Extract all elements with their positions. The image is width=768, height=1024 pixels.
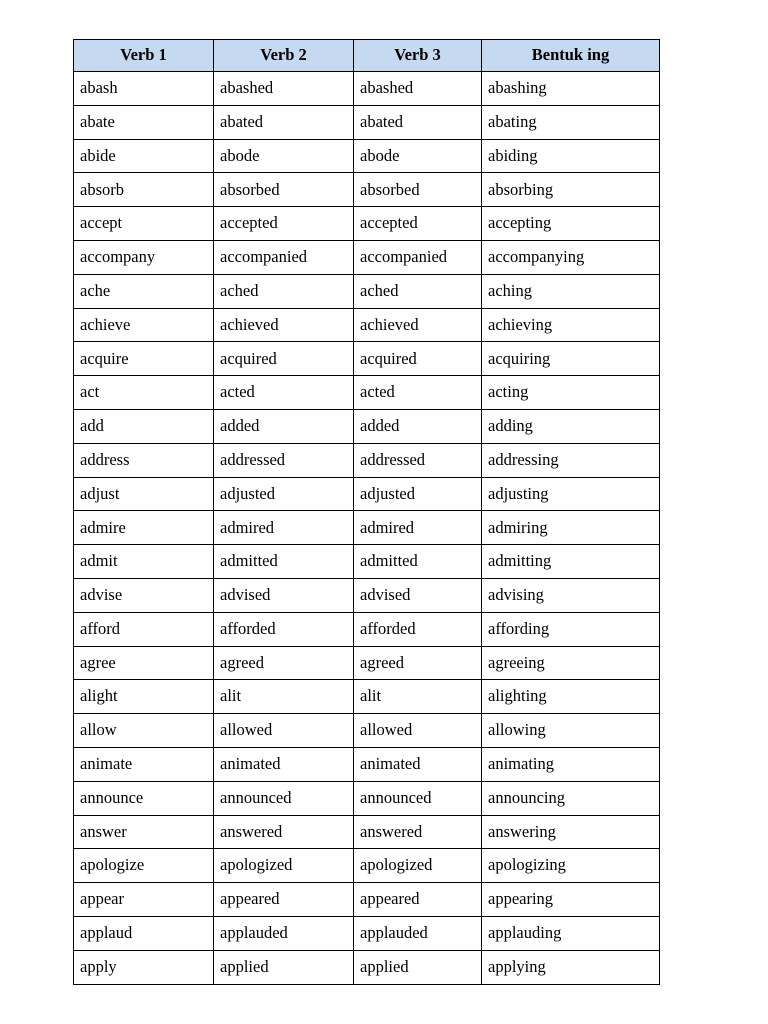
verb-2-cell: added — [214, 409, 354, 443]
table-row — [74, 545, 660, 579]
table-row — [74, 443, 660, 477]
table-row — [74, 815, 660, 849]
table-row — [74, 308, 660, 342]
verb-3-cell: acted — [354, 376, 482, 410]
verb-2-cell: ached — [214, 274, 354, 308]
verb-1-cell: appear — [74, 883, 214, 917]
table-row — [74, 646, 660, 680]
verb-1-cell: apologize — [74, 849, 214, 883]
bentuk-ing-cell: animating — [482, 747, 660, 781]
table-row — [74, 72, 660, 106]
verb-1-cell: advise — [74, 578, 214, 612]
verb-3-cell: adjusted — [354, 477, 482, 511]
verb-1-cell: abate — [74, 105, 214, 139]
verb-1-cell: absorb — [74, 173, 214, 207]
table-row — [74, 612, 660, 646]
verb-2-cell: addressed — [214, 443, 354, 477]
verb-3-cell: abated — [354, 105, 482, 139]
verb-3-cell: answered — [354, 815, 482, 849]
verb-1-cell: answer — [74, 815, 214, 849]
verb-1-cell: adjust — [74, 477, 214, 511]
table-row — [74, 376, 660, 410]
verb-1-cell: act — [74, 376, 214, 410]
table-row — [74, 207, 660, 241]
verb-2-cell: accepted — [214, 207, 354, 241]
verb-2-cell: advised — [214, 578, 354, 612]
bentuk-ing-cell: absorbing — [482, 173, 660, 207]
verb-1-cell: allow — [74, 714, 214, 748]
bentuk-ing-cell: announcing — [482, 781, 660, 815]
table-row — [74, 105, 660, 139]
header-verb-3: Verb 3 — [354, 40, 482, 72]
bentuk-ing-cell: abiding — [482, 139, 660, 173]
verb-3-cell: accepted — [354, 207, 482, 241]
verb-2-cell: answered — [214, 815, 354, 849]
verb-2-cell: announced — [214, 781, 354, 815]
verb-3-cell: addressed — [354, 443, 482, 477]
bentuk-ing-cell: acting — [482, 376, 660, 410]
verb-3-cell: applied — [354, 950, 482, 984]
verb-2-cell: adjusted — [214, 477, 354, 511]
verb-3-cell: absorbed — [354, 173, 482, 207]
bentuk-ing-cell: appearing — [482, 883, 660, 917]
bentuk-ing-cell: apologizing — [482, 849, 660, 883]
verb-3-cell: abashed — [354, 72, 482, 106]
verb-3-cell: announced — [354, 781, 482, 815]
bentuk-ing-cell: answering — [482, 815, 660, 849]
verb-3-cell: afforded — [354, 612, 482, 646]
header-verb-2: Verb 2 — [214, 40, 354, 72]
verb-1-cell: accompany — [74, 240, 214, 274]
table-row — [74, 139, 660, 173]
table-row — [74, 511, 660, 545]
table-row — [74, 240, 660, 274]
verb-3-cell: acquired — [354, 342, 482, 376]
table-body — [74, 72, 660, 985]
bentuk-ing-cell: admiring — [482, 511, 660, 545]
verb-1-cell: applaud — [74, 916, 214, 950]
verb-2-cell: apologized — [214, 849, 354, 883]
verb-1-cell: abide — [74, 139, 214, 173]
bentuk-ing-cell: allowing — [482, 714, 660, 748]
bentuk-ing-cell: accepting — [482, 207, 660, 241]
verb-2-cell: accompanied — [214, 240, 354, 274]
verb-2-cell: abashed — [214, 72, 354, 106]
verb-2-cell: acted — [214, 376, 354, 410]
verb-1-cell: add — [74, 409, 214, 443]
table-row — [74, 781, 660, 815]
verb-1-cell: announce — [74, 781, 214, 815]
bentuk-ing-cell: agreeing — [482, 646, 660, 680]
verb-3-cell: animated — [354, 747, 482, 781]
verb-3-cell: alit — [354, 680, 482, 714]
table-row — [74, 680, 660, 714]
verb-1-cell: admire — [74, 511, 214, 545]
verb-2-cell: animated — [214, 747, 354, 781]
bentuk-ing-cell: addressing — [482, 443, 660, 477]
verb-2-cell: admired — [214, 511, 354, 545]
verb-3-cell: admired — [354, 511, 482, 545]
verb-2-cell: absorbed — [214, 173, 354, 207]
verb-1-cell: agree — [74, 646, 214, 680]
table-row — [74, 342, 660, 376]
verb-1-cell: address — [74, 443, 214, 477]
bentuk-ing-cell: abashing — [482, 72, 660, 106]
bentuk-ing-cell: advising — [482, 578, 660, 612]
verb-1-cell: abash — [74, 72, 214, 106]
verb-1-cell: admit — [74, 545, 214, 579]
verb-1-cell: acquire — [74, 342, 214, 376]
verb-2-cell: afforded — [214, 612, 354, 646]
verb-2-cell: acquired — [214, 342, 354, 376]
header-verb-1: Verb 1 — [74, 40, 214, 72]
verb-1-cell: apply — [74, 950, 214, 984]
bentuk-ing-cell: alighting — [482, 680, 660, 714]
verb-2-cell: agreed — [214, 646, 354, 680]
verb-3-cell: applauded — [354, 916, 482, 950]
bentuk-ing-cell: achieving — [482, 308, 660, 342]
verb-1-cell: alight — [74, 680, 214, 714]
bentuk-ing-cell: abating — [482, 105, 660, 139]
verb-forms-table — [73, 39, 660, 985]
bentuk-ing-cell: applying — [482, 950, 660, 984]
verb-3-cell: appeared — [354, 883, 482, 917]
verb-1-cell: achieve — [74, 308, 214, 342]
table-row — [74, 714, 660, 748]
verb-2-cell: applied — [214, 950, 354, 984]
table-row — [74, 950, 660, 984]
verb-2-cell: admitted — [214, 545, 354, 579]
table-row — [74, 747, 660, 781]
verb-3-cell: apologized — [354, 849, 482, 883]
bentuk-ing-cell: adjusting — [482, 477, 660, 511]
verb-3-cell: allowed — [354, 714, 482, 748]
verb-2-cell: allowed — [214, 714, 354, 748]
bentuk-ing-cell: admitting — [482, 545, 660, 579]
verb-3-cell: added — [354, 409, 482, 443]
table-row — [74, 274, 660, 308]
verb-3-cell: admitted — [354, 545, 482, 579]
header-bentuk-ing: Bentuk ing — [482, 40, 660, 72]
verb-3-cell: advised — [354, 578, 482, 612]
bentuk-ing-cell: aching — [482, 274, 660, 308]
verb-3-cell: abode — [354, 139, 482, 173]
bentuk-ing-cell: applauding — [482, 916, 660, 950]
bentuk-ing-cell: adding — [482, 409, 660, 443]
table-row — [74, 578, 660, 612]
verb-1-cell: animate — [74, 747, 214, 781]
verb-1-cell: afford — [74, 612, 214, 646]
table-row — [74, 409, 660, 443]
verb-2-cell: abated — [214, 105, 354, 139]
table-row — [74, 883, 660, 917]
bentuk-ing-cell: affording — [482, 612, 660, 646]
verb-2-cell: applauded — [214, 916, 354, 950]
bentuk-ing-cell: accompanying — [482, 240, 660, 274]
verb-1-cell: accept — [74, 207, 214, 241]
verb-3-cell: accompanied — [354, 240, 482, 274]
verb-2-cell: alit — [214, 680, 354, 714]
verb-2-cell: appeared — [214, 883, 354, 917]
table-header-row — [74, 40, 660, 72]
verb-3-cell: agreed — [354, 646, 482, 680]
bentuk-ing-cell: acquiring — [482, 342, 660, 376]
table-row — [74, 173, 660, 207]
verb-2-cell: abode — [214, 139, 354, 173]
verb-1-cell: ache — [74, 274, 214, 308]
table-row — [74, 477, 660, 511]
table-row — [74, 916, 660, 950]
verb-2-cell: achieved — [214, 308, 354, 342]
verb-3-cell: achieved — [354, 308, 482, 342]
table-row — [74, 849, 660, 883]
verb-3-cell: ached — [354, 274, 482, 308]
